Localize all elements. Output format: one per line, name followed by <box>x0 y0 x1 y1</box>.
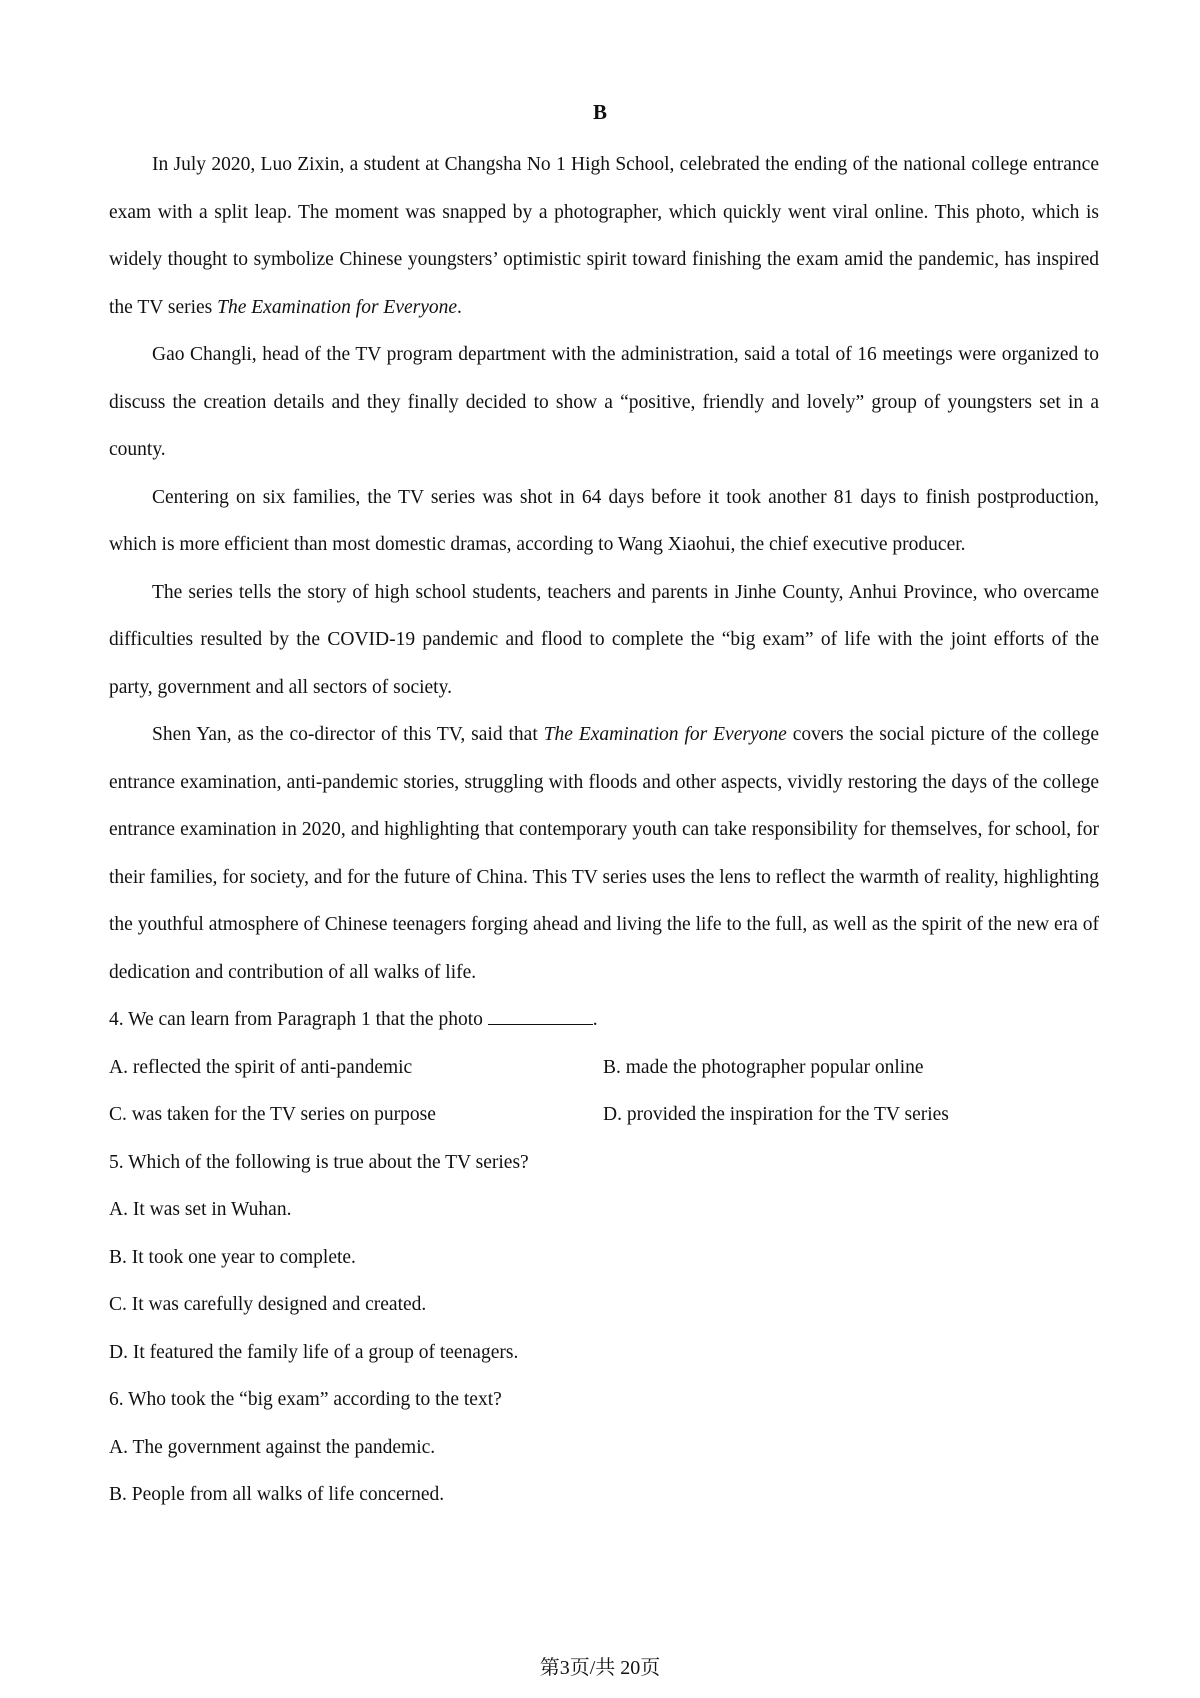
paragraph-5-title: The Examination for Everyone <box>543 724 787 745</box>
question-4-option-b: B. made the photographer popular online <box>603 1056 924 1078</box>
question-5-option-a: A. It was set in Wuhan. <box>109 1199 292 1220</box>
paragraph-1-text: In July 2020, Luo Zixin, a student at Changsha No 1 High School, celebrated the ending of the national college entrance exam with a split leap. The moment was snapped by a photographer, which quickly went viral online. This photo, which is widely thought to symbolize Chinese youngsters’ optimistic spirit toward finishing the exam amid the pandemic, has inspired the TV series <box>109 154 1099 318</box>
document-body <box>109 141 1099 1519</box>
paragraph-4: The series tells the story of high school students, teachers and parents in Jinhe County, Anhui Province, who overcame difficulties resulted by the COVID-19 pandemic and flood to complete the “big exam” of life with the joint efforts of the party, government and all sectors of society. <box>109 581 1099 698</box>
question-4-option-a: A. reflected the spirit of anti-pandemic <box>109 1056 413 1078</box>
paragraph-1-end: . <box>457 296 462 318</box>
question-5-option-b: B. It took one year to complete. <box>109 1246 356 1268</box>
question-6-options <box>109 1424 1099 1519</box>
question-4-option-d: D. provided the inspiration for the TV series <box>603 1104 949 1125</box>
question-5-option-c: C. It was carefully designed and created. <box>109 1294 427 1315</box>
paragraph-3: Centering on six families, the TV series was shot in 64 days before it took another 81 days to finish postproduction, which is more efficient than most domestic dramas, according to Wang Xiaohui, the chief executive producer. <box>109 486 1099 555</box>
paragraph-2: Gao Changli, head of the TV program department with the administration, said a total of 16 meetings were organized to discuss the creation details and they finally decided to show a “positive, friendly and lovely” group of youngsters set in a county. <box>109 344 1099 460</box>
section-title: B <box>592 100 607 124</box>
paragraph-1-title: The Examination for Everyone <box>217 296 458 318</box>
paragraph-1 <box>109 141 1099 331</box>
paragraph-5-end: covers the social picture of the college entrance examination, anti-pandemic stories, struggling with floods and other aspects, vividly restoring the days of the college entrance examination in 2020, and highlighting that contemporary youth can take responsibility for themselves, for school, for their families, for society, and for the future of China. This TV series uses the lens to reflect the warmth of reality, highlighting the youthful atmosphere of Chinese teenagers forging ahead and living the life to the full, as well as the spirit of the new era of dedication and contribution of all walks of life. <box>109 724 1099 983</box>
paragraph-5-text: Shen Yan, as the co-director of this TV, said that <box>152 724 544 745</box>
page-number: 第3页/共 20页 <box>539 1657 661 1679</box>
question-6: 6. Who took the “big exam” according to the text? <box>109 1389 502 1410</box>
question-5: 5. Which of the following is true about the TV series? <box>109 1151 529 1173</box>
question-4-stem-end: . <box>592 1009 598 1030</box>
answer-blank <box>488 1002 593 1025</box>
question-5-options <box>109 1186 1099 1376</box>
question-4-options <box>109 1044 1099 1139</box>
question-6-option-b: B. People from all walks of life concerned. <box>109 1484 445 1505</box>
paragraph-5 <box>109 711 1099 996</box>
question-4-stem: 4. We can learn from Paragraph 1 that the photo <box>109 1009 488 1030</box>
question-6-option-a: A. The government against the pandemic. <box>109 1436 436 1458</box>
question-5-option-d: D. It featured the family life of a group of teenagers. <box>109 1341 519 1363</box>
question-4-option-c: C. was taken for the TV series on purpose <box>109 1104 436 1125</box>
question-4 <box>109 996 1099 1044</box>
